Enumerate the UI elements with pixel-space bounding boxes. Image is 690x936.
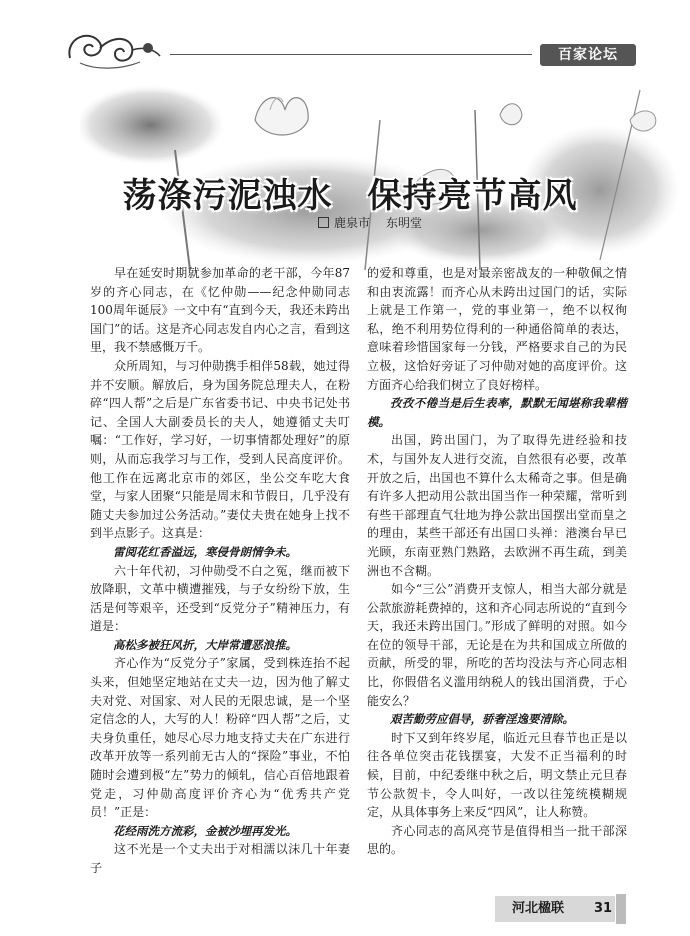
article-title: 荡涤污泥浊水 保持亮节高风 (122, 176, 578, 216)
paragraph: 齐心作为“反党分子”家属，受到株连抬不起头来，但她坚定地站在丈夫一边，因为他了解丈夫对党、对国家、对人民的无限忠诚，是一个坚定信念的人，大写的人！粉碎“四人帮”之后，丈夫身负重任，她尽心尽力地支持丈夫在广东进行改革开放等一系列前无古人的“探险”事业，不怕随时会遭到极“左”势力的倾轧，信心百倍地跟着党走，习仲勋高度评价齐心为“优秀共产党员！”正是： (90, 656, 350, 820)
scroll-ornament-icon (60, 18, 170, 78)
paragraph: 六十年代初，习仲勋受不白之冤，继而被下放降职，文革中横遭摧残，与子女纷纷下放，生活是何等艰辛，还受到“反党分子”精神压力，有道是： (90, 563, 350, 634)
verse-line: 雷阅花红香溢远，寒侵骨朗情争未。 (113, 544, 297, 559)
paragraph: 众所周知，与习仲勋携手相伴58载，她过得并不安顺。解放后，身为国务院总理夫人，在粉碎“四人帮”之后是广东省委书记、中央书记处书记、全国人大副委员长的夫人，她遵循丈夫叮嘱：“工作好，学习好，一切事情都处理好”的原则，从而忘我学习与工作，受到人民高度评价。他工作在远离北京市的郊区，坐公交车吃大食堂，与家人团聚“只能是周末和节假日，几乎没有随丈夫参加过公务活动。”妻仗夫贵在她身上找不到半点影子。这真是： (90, 358, 350, 541)
byline (318, 214, 422, 231)
paragraph: 齐心同志的高风亮节是值得相当一批干部深思的。 (367, 823, 627, 857)
page-number: 31 (593, 901, 613, 916)
paragraph: 的爱和尊重，也是对最亲密战友的一种敬佩之情和由衷流露！而齐心从未跨出过国门的话，实际上就是工作第一，党的事业第一，绝不以权徇私，绝不利用势位得利的一种通俗简单的表达，意味着珍惜国家每一分钱，严格要求自己的为民立极，这恰好旁证了习仲勋对她的高度评价。这方面齐心给我们树立了良好榜样。 (367, 266, 627, 392)
paragraph: 时下又到年终岁尾，临近元旦春节也正是以往各单位突击花钱摆宴，大发不正当福利的时候，目前，中纪委继中秋之后，明文禁止元旦春节公款贺卡，令人叫好，一改以往笼统模糊规定，从具体事务上来反“四风”，让人称赞。 (367, 730, 627, 820)
article-column-right (367, 264, 627, 859)
verse-line: 花经雨洗方流彩，金被沙埋再发光。 (113, 823, 297, 838)
verse-line: 艰苦勤劳应倡导，骄奢淫逸要清除。 (390, 712, 574, 727)
magazine-name: 河北楹联 (512, 901, 565, 916)
article-column-left (90, 264, 350, 878)
section-tag: 百家论坛 (540, 44, 636, 66)
verse-line: 孜孜不倦当是后生表率，默默无闻堪称我辈楷模。 (367, 396, 627, 429)
header-rule (170, 54, 532, 55)
verse-line: 高松多被狂风折，大岸常遭恶浪推。 (113, 637, 297, 652)
paragraph: 这不光是一个丈夫出于对相濡以沫几十年妻子 (90, 842, 350, 875)
byline-place: 鹿泉市 (334, 216, 371, 230)
paragraph: 出国，跨出国门，为了取得先进经验和技术，与国外友人进行交流，自然很有必要，改革开放之后，出国也不算什么太稀奇之事。但是确有许多人把动用公款出国当作一种荣耀，常听到有些干部理直气壮地为挣公款出国摆出堂而皇之的理由，某些干部还有出国口头禅：港澳台早已光顾，东南亚熟门熟路，去欧洲不再生疏，到美洲也不含糊。 (367, 433, 627, 578)
byline-box-icon (318, 217, 329, 228)
byline-author: 东明堂 (386, 216, 423, 230)
paragraph: 早在延安时期就参加革命的老干部，今年87岁的齐心同志，在《忆仲勋——纪念仲勋同志100周年诞辰》一文中有“直到今天，我还未跨出国门”的话。这是齐心同志发自内心之言，看到这里，我不禁感慨万千。 (90, 266, 350, 355)
paragraph: 如今“三公”消费开支惊人，相当大部分就是公款旅游耗费掉的，这和齐心同志所说的“直到今天，我还未跨出国门。”形成了鲜明的对照。如今在位的领导干部，无论是在为共和国成立所做的贡献，所受的罪，所吃的苦均没法与齐心同志相比，你假借名义滥用纳税人的钱出国消费，于心能安么？ (367, 582, 627, 708)
